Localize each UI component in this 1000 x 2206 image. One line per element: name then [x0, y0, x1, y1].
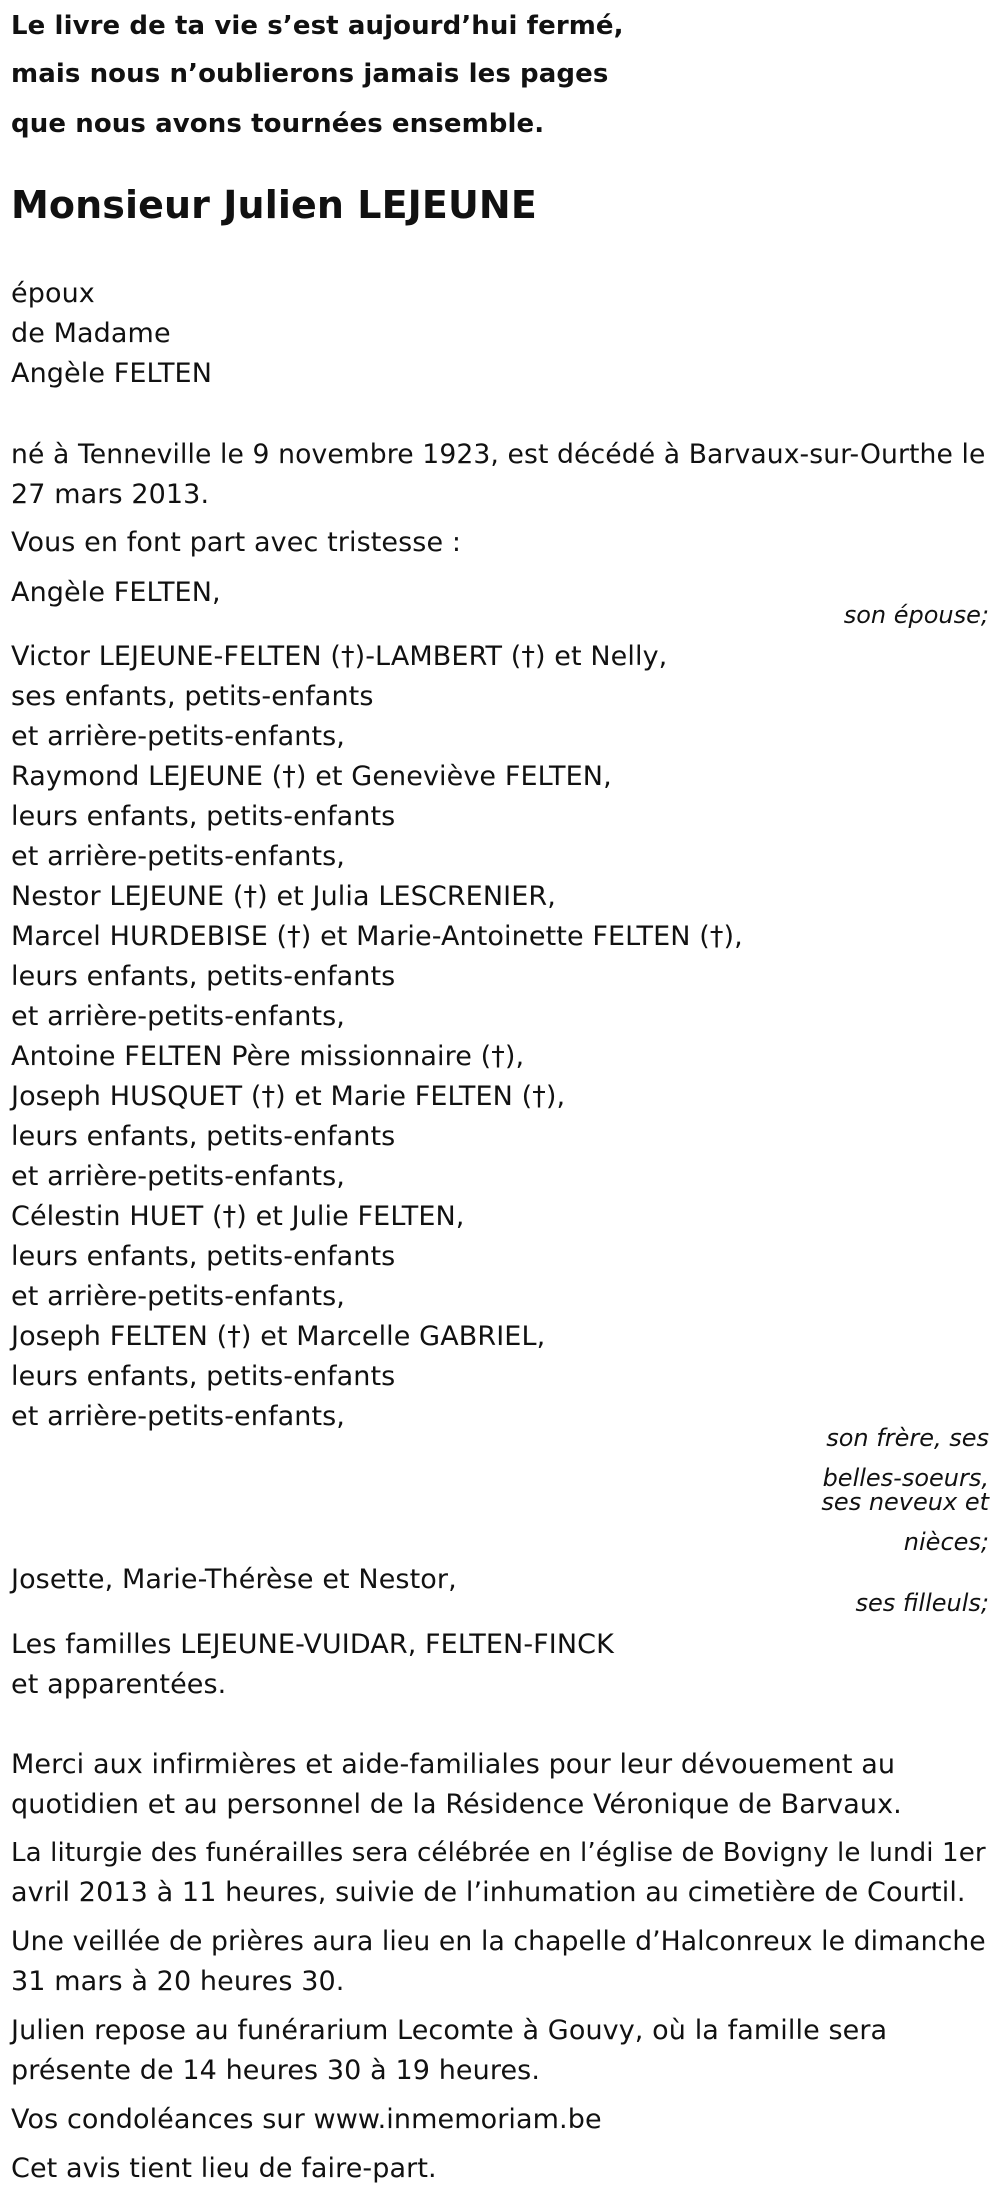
- families-line-1: Les familles LEJEUNE-VUIDAR, FELTEN-FINCK: [11, 1629, 614, 1660]
- family-line: et arrière-petits-enfants,: [11, 1001, 345, 1032]
- condolences-text: Vos condoléances sur www.inmemoriam.be: [11, 2104, 602, 2135]
- liturgy-line-1: La liturgie des funérailles sera célébrée en l’église de Bovigny le lundi 1er: [11, 1838, 986, 1868]
- family-line: et arrière-petits-enfants,: [11, 1161, 345, 1192]
- families-line-2: et apparentées.: [11, 1669, 227, 1700]
- deceased-name: Monsieur Julien LEJEUNE: [11, 183, 537, 227]
- godchildren-relation: ses filleuls;: [855, 1589, 989, 1617]
- family-relation-line-2: belles-soeurs,: [822, 1464, 989, 1492]
- family-line: et arrière-petits-enfants,: [11, 841, 345, 872]
- family-line: leurs enfants, petits-enfants: [11, 961, 396, 992]
- family-line: Nestor LEJEUNE (†) et Julia LESCRENIER,: [11, 881, 556, 912]
- family-line: ses enfants, petits-enfants: [11, 681, 374, 712]
- family-line: leurs enfants, petits-enfants: [11, 1241, 396, 1272]
- family-line: Joseph FELTEN (†) et Marcelle GABRIEL,: [11, 1321, 546, 1352]
- announcement-text: Vous en font part avec tristesse :: [11, 527, 462, 558]
- vigil-line-2: 31 mars à 20 heures 30.: [11, 1966, 345, 1997]
- family-line: leurs enfants, petits-enfants: [11, 1361, 396, 1392]
- family-line: Célestin HUET (†) et Julie FELTEN,: [11, 1201, 465, 1232]
- spouse-relation: son épouse;: [843, 601, 989, 629]
- spouse-line-2: de Madame: [11, 318, 171, 349]
- family-line: et arrière-petits-enfants,: [11, 1401, 345, 1432]
- quote-line-2: mais nous n’oublierons jamais les pages: [11, 59, 609, 89]
- spouse-line-1: époux: [11, 278, 95, 309]
- family-line: Raymond LEJEUNE (†) et Geneviève FELTEN,: [11, 761, 612, 792]
- family-line: et arrière-petits-enfants,: [11, 721, 345, 752]
- family-line: Victor LEJEUNE-FELTEN (†)-LAMBERT (†) et Nelly,: [11, 641, 668, 672]
- birth-death-line-1: né à Tenneville le 9 novembre 1923, est décédé à Barvaux-sur-Ourthe le: [11, 439, 986, 470]
- family-line: Antoine FELTEN Père missionnaire (†),: [11, 1041, 525, 1072]
- family-line: leurs enfants, petits-enfants: [11, 1121, 396, 1152]
- family-line: Marcel HURDEBISE (†) et Marie-Antoinette FELTEN (†),: [11, 921, 743, 952]
- family-relation-line-3: ses neveux et: [821, 1488, 989, 1516]
- family-line: et arrière-petits-enfants,: [11, 1281, 345, 1312]
- family-relation-line-1: son frère, ses: [826, 1424, 989, 1452]
- spouse-name: Angèle FELTEN,: [11, 577, 221, 608]
- family-line: Joseph HUSQUET (†) et Marie FELTEN (†),: [11, 1081, 566, 1112]
- birth-death-line-2: 27 mars 2013.: [11, 479, 210, 510]
- family-line: leurs enfants, petits-enfants: [11, 801, 396, 832]
- closing-text: Cet avis tient lieu de faire-part.: [11, 2153, 437, 2184]
- godchildren-names: Josette, Marie-Thérèse et Nestor,: [11, 1564, 457, 1595]
- liturgy-line-2: avril 2013 à 11 heures, suivie de l’inhumation au cimetière de Courtil.: [11, 1877, 966, 1908]
- funeral-home-line-2: présente de 14 heures 30 à 19 heures.: [11, 2055, 541, 2086]
- vigil-line-1: Une veillée de prières aura lieu en la chapelle d’Halconreux le dimanche: [11, 1926, 986, 1957]
- funeral-home-line-1: Julien repose au funérarium Lecomte à Gouvy, où la famille sera: [11, 2015, 888, 2046]
- family-relation-line-4: nièces;: [903, 1528, 989, 1556]
- quote-line-1: Le livre de ta vie s’est aujourd’hui fermé,: [11, 11, 624, 41]
- spouse-line-3: Angèle FELTEN: [11, 358, 212, 389]
- thanks-line-1: Merci aux infirmières et aide-familiales pour leur dévouement au: [11, 1749, 896, 1780]
- quote-line-3: que nous avons tournées ensemble.: [11, 109, 545, 139]
- thanks-line-2: quotidien et au personnel de la Résidence Véronique de Barvaux.: [11, 1789, 902, 1820]
